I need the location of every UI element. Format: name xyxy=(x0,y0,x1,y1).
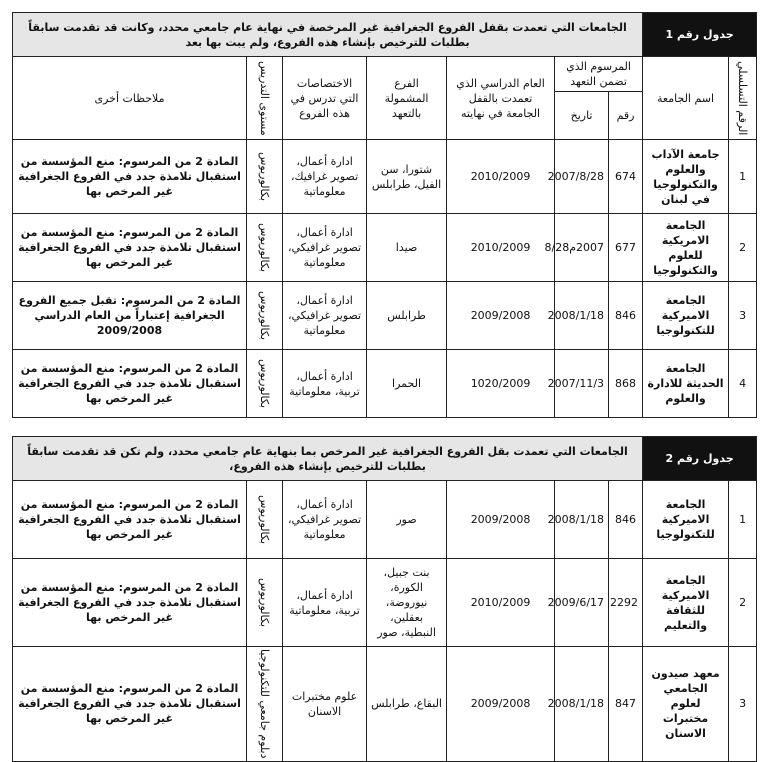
cell-year: 2010/2009 xyxy=(447,559,555,647)
cell-number: 847 xyxy=(609,647,643,762)
cell-year: 2009/2008 xyxy=(447,647,555,762)
cell-serial: 3 xyxy=(729,282,757,350)
cell-date: 2008/1/18 xyxy=(555,647,609,762)
cell-notes: المادة 2 من المرسوم: منع المؤسسة من استقبال تلامذة جدد في الفروع الجغرافية غير المرخص بها xyxy=(13,350,247,418)
cell-branch: الحمرا xyxy=(367,350,447,418)
cell-level: بكالوريوس xyxy=(247,214,283,282)
cell-number: 2292 xyxy=(609,559,643,647)
cell-year: 2010/2009 xyxy=(447,214,555,282)
cell-notes: المادة 2 من المرسوم: تقبل جميع الفروع الجغرافية إعتباراً من العام الدراسي 2009/2008 xyxy=(13,282,247,350)
cell-date: 2009/6/17 xyxy=(555,559,609,647)
cell-level: بكالوريوس xyxy=(247,481,283,559)
cell-university: جامعة الآداب والعلوم والتكنولوجيا في لبنان xyxy=(643,140,729,214)
cell-university: الجامعة الاميركية للثقافة والتعليم xyxy=(643,559,729,647)
cell-branch: شتورا، سن الفيل، طرابلس xyxy=(367,140,447,214)
table-1-title: الجامعات التي تعمدت بقفل الفروع الجغرافية غير المرخصة في نهاية عام جامعي محدد، وكانت قد تقدمت سابقاً بطلبات للترخيص بإنشاء هذه الفروع، ولم يبت بها بعد xyxy=(13,13,643,57)
cell-level: بكالوريوس xyxy=(247,282,283,350)
header-university: اسم الجامعة xyxy=(643,57,729,140)
cell-date: 2007/8/28 xyxy=(555,140,609,214)
cell-date: 2007م8/28 xyxy=(555,214,609,282)
header-level: مستوى التدريس xyxy=(247,57,283,140)
header-number: رقم xyxy=(609,92,643,140)
cell-serial: 2 xyxy=(729,559,757,647)
cell-level: بكالوريوس xyxy=(247,350,283,418)
cell-specialties: علوم مختبرات الاسنان xyxy=(283,647,367,762)
header-specialties: الاختصاصات التي تدرس في هذه الفروع xyxy=(283,57,367,140)
cell-serial: 1 xyxy=(729,140,757,214)
header-year: العام الدراسي الذي تعمدت بالقفل الجامعة في نهايته xyxy=(447,57,555,140)
table-2-label: جدول رقم 2 xyxy=(643,437,757,481)
cell-serial: 4 xyxy=(729,350,757,418)
cell-specialties: ادارة أعمال، تصوير غرافيك، معلوماتية xyxy=(283,140,367,214)
cell-date: 2007/11/3 xyxy=(555,350,609,418)
cell-university: معهد صيدون الجامعي لعلوم مختبرات الاسنان xyxy=(643,647,729,762)
cell-specialties: ادارة أعمال، تصوير غرافيكي، معلوماتية xyxy=(283,282,367,350)
cell-serial: 1 xyxy=(729,481,757,559)
cell-notes: المادة 2 من المرسوم: منع المؤسسة من استقبال تلامذة جدد في الفروع الجغرافية غير المرخص بها xyxy=(13,647,247,762)
cell-year: 1020/2009 xyxy=(447,350,555,418)
cell-number: 677 xyxy=(609,214,643,282)
table-row xyxy=(13,350,757,418)
table-2 xyxy=(12,436,757,762)
header-notes: ملاحظات أخرى xyxy=(13,57,247,140)
cell-date: 2008/1/18 xyxy=(555,282,609,350)
cell-year: 2009/2008 xyxy=(447,481,555,559)
cell-number: 846 xyxy=(609,282,643,350)
cell-level: دبلوم جامعي للتكنولوجيا xyxy=(247,647,283,762)
table-row xyxy=(13,559,757,647)
table-row xyxy=(13,282,757,350)
cell-year: 2010/2009 xyxy=(447,140,555,214)
table-1-label: جدول رقم 1 xyxy=(643,13,757,57)
cell-specialties: ادارة أعمال، تصوير غرافيكي، معلوماتية xyxy=(283,214,367,282)
cell-number: 846 xyxy=(609,481,643,559)
cell-serial: 3 xyxy=(729,647,757,762)
cell-number: 868 xyxy=(609,350,643,418)
cell-date: 2008/1/18 xyxy=(555,481,609,559)
cell-notes: المادة 2 من المرسوم: منع المؤسسة من استقبال تلامذة جدد في الفروع الجغرافية غير المرخص بها xyxy=(13,481,247,559)
cell-number: 674 xyxy=(609,140,643,214)
cell-branch: بنت جبيل، الكورة، نيوروضة، بعقلين، النبطية، صور xyxy=(367,559,447,647)
cell-university: الجامعة الاميركية للتكنولوجيا xyxy=(643,481,729,559)
cell-university: الجامعة الامريكية للعلوم والتكنولوجيا xyxy=(643,214,729,282)
cell-notes: المادة 2 من المرسوم: منع المؤسسة من استقبال تلامذة جدد في الفروع الجغرافية غير المرخص بها xyxy=(13,214,247,282)
cell-specialties: ادارة أعمال، تصوير غرافيكي، معلوماتية xyxy=(283,481,367,559)
cell-specialties: ادارة أعمال، تربية، معلوماتية xyxy=(283,350,367,418)
cell-year: 2009/2008 xyxy=(447,282,555,350)
cell-level: بكالوريوس xyxy=(247,559,283,647)
header-branch: الفرع المشمولة بالتعهد xyxy=(367,57,447,140)
cell-serial: 2 xyxy=(729,214,757,282)
table-row xyxy=(13,647,757,762)
table-1 xyxy=(12,12,757,418)
cell-notes: المادة 2 من المرسوم: منع المؤسسة من استقبال تلامذة جدد في الفروع الجغرافية غير المرخص بها xyxy=(13,140,247,214)
header-decree: المرسوم الذي تضمن التعهد xyxy=(555,57,643,92)
cell-branch: صور xyxy=(367,481,447,559)
cell-branch: صيدا xyxy=(367,214,447,282)
cell-specialties: ادارة أعمال، تربية، معلوماتية xyxy=(283,559,367,647)
header-serial: الرقم التسلسلي xyxy=(729,57,757,140)
cell-university: الجامعة الحديثة للادارة والعلوم xyxy=(643,350,729,418)
cell-level: بكالوريوس xyxy=(247,140,283,214)
table-row xyxy=(13,214,757,282)
table-row xyxy=(13,140,757,214)
table-2-title: الجامعات التي تعمدت بقل الفروع الجغرافية غير المرخص بما بنهاية عام جامعي محدد، ولم تكن قد تقدمت سابقاً بطلبات للترخيص بإنشاء هذه الفروع، xyxy=(13,437,643,481)
table-row xyxy=(13,481,757,559)
cell-branch: البقاع، طرابلس xyxy=(367,647,447,762)
header-date: تاريخ xyxy=(555,92,609,140)
cell-branch: طرابلس xyxy=(367,282,447,350)
cell-notes: المادة 2 من المرسوم: منع المؤسسة من استقبال تلامذة جدد في الفروع الجغرافية غير المرخص بها xyxy=(13,559,247,647)
cell-university: الجامعة الاميركية للتكنولوجيا xyxy=(643,282,729,350)
